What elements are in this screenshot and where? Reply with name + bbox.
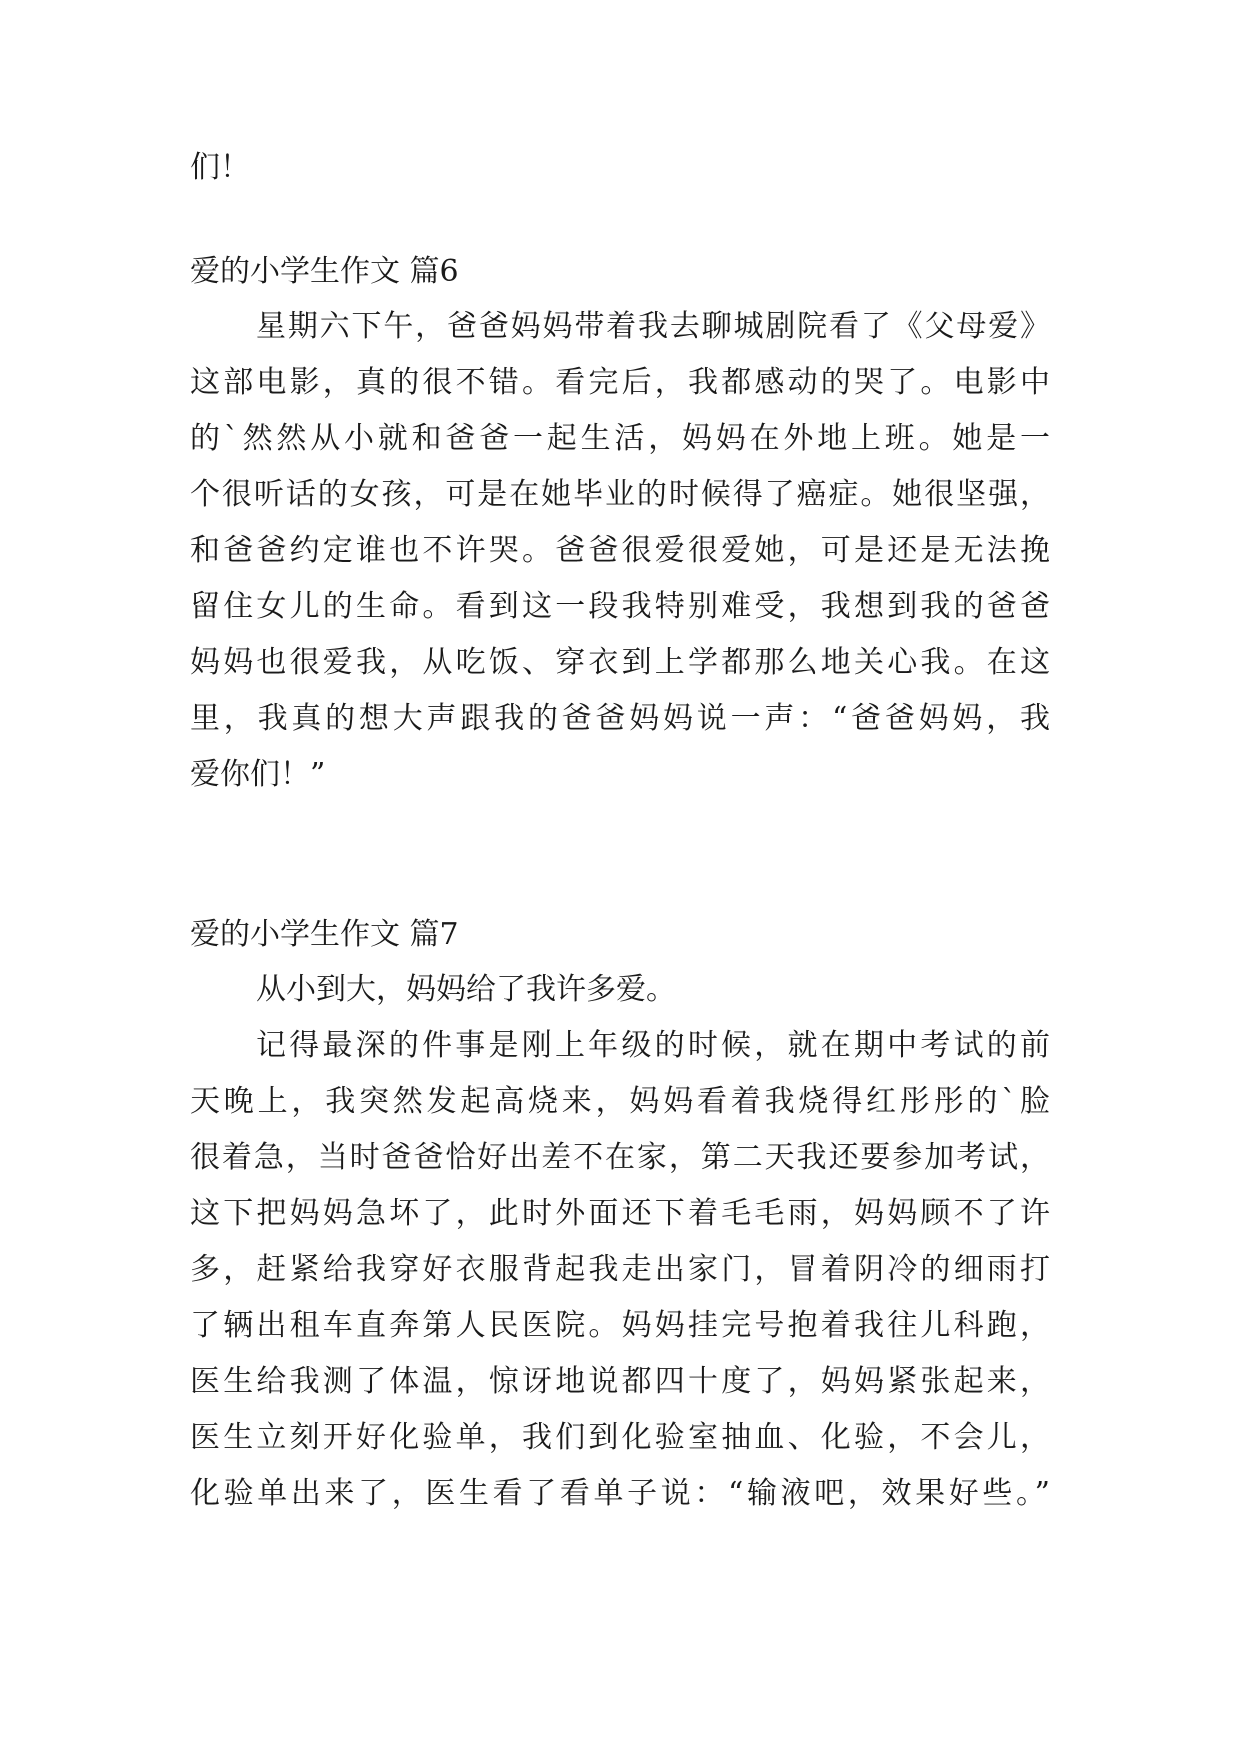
paragraph-line: 化验单出来了，医生看了看单子说：“输液吧，效果好些。” <box>190 1476 1050 1511</box>
paragraph-line: 里，我真的想大声跟我的爸爸妈妈说一声：“爸爸妈妈，我 <box>190 701 1050 736</box>
section-heading-7: 爱的小学生作文 篇7 <box>190 917 459 952</box>
paragraph-line: 星期六下午，爸爸妈妈带着我去聊城剧院看了《父母爱》 <box>256 309 1050 344</box>
text-line-continuation: 们！ <box>190 150 250 185</box>
paragraph-line: 医生立刻开好化验单，我们到化验室抽血、化验，不会儿， <box>190 1420 1050 1455</box>
paragraph-line: 很着急，当时爸爸恰好出差不在家，第二天我还要参加考试， <box>190 1140 1050 1175</box>
paragraph-line: 的`然然从小就和爸爸一起生活，妈妈在外地上班。她是一 <box>190 421 1050 456</box>
paragraph-line: 妈妈也很爱我，从吃饭、穿衣到上学都那么地关心我。在这 <box>190 645 1050 680</box>
section-heading-6: 爱的小学生作文 篇6 <box>190 254 459 289</box>
paragraph-line: 记得最深的件事是刚上年级的时候，就在期中考试的前 <box>256 1028 1050 1063</box>
paragraph-line: 这下把妈妈急坏了，此时外面还下着毛毛雨，妈妈顾不了许 <box>190 1196 1050 1231</box>
paragraph-line: 天晚上，我突然发起高烧来，妈妈看着我烧得红彤彤的`脸 <box>190 1084 1050 1119</box>
paragraph-line: 多，赶紧给我穿好衣服背起我走出家门，冒着阴冷的细雨打 <box>190 1252 1050 1287</box>
paragraph-line: 和爸爸约定谁也不许哭。爸爸很爱很爱她，可是还是无法挽 <box>190 533 1050 568</box>
paragraph-line: 了辆出租车直奔第人民医院。妈妈挂完号抱着我往儿科跑， <box>190 1308 1050 1343</box>
paragraph-line: 从小到大，妈妈给了我许多爱。 <box>256 972 676 1007</box>
paragraph-line: 这部电影，真的很不错。看完后，我都感动的哭了。电影中 <box>190 365 1050 400</box>
paragraph-line: 医生给我测了体温，惊讶地说都四十度了，妈妈紧张起来， <box>190 1364 1050 1399</box>
paragraph-line: 个很听话的女孩，可是在她毕业的时候得了癌症。她很坚强， <box>190 477 1050 512</box>
paragraph-line: 留住女儿的生命。看到这一段我特别难受，我想到我的爸爸 <box>190 589 1050 624</box>
paragraph-line: 爱你们！” <box>190 757 326 792</box>
